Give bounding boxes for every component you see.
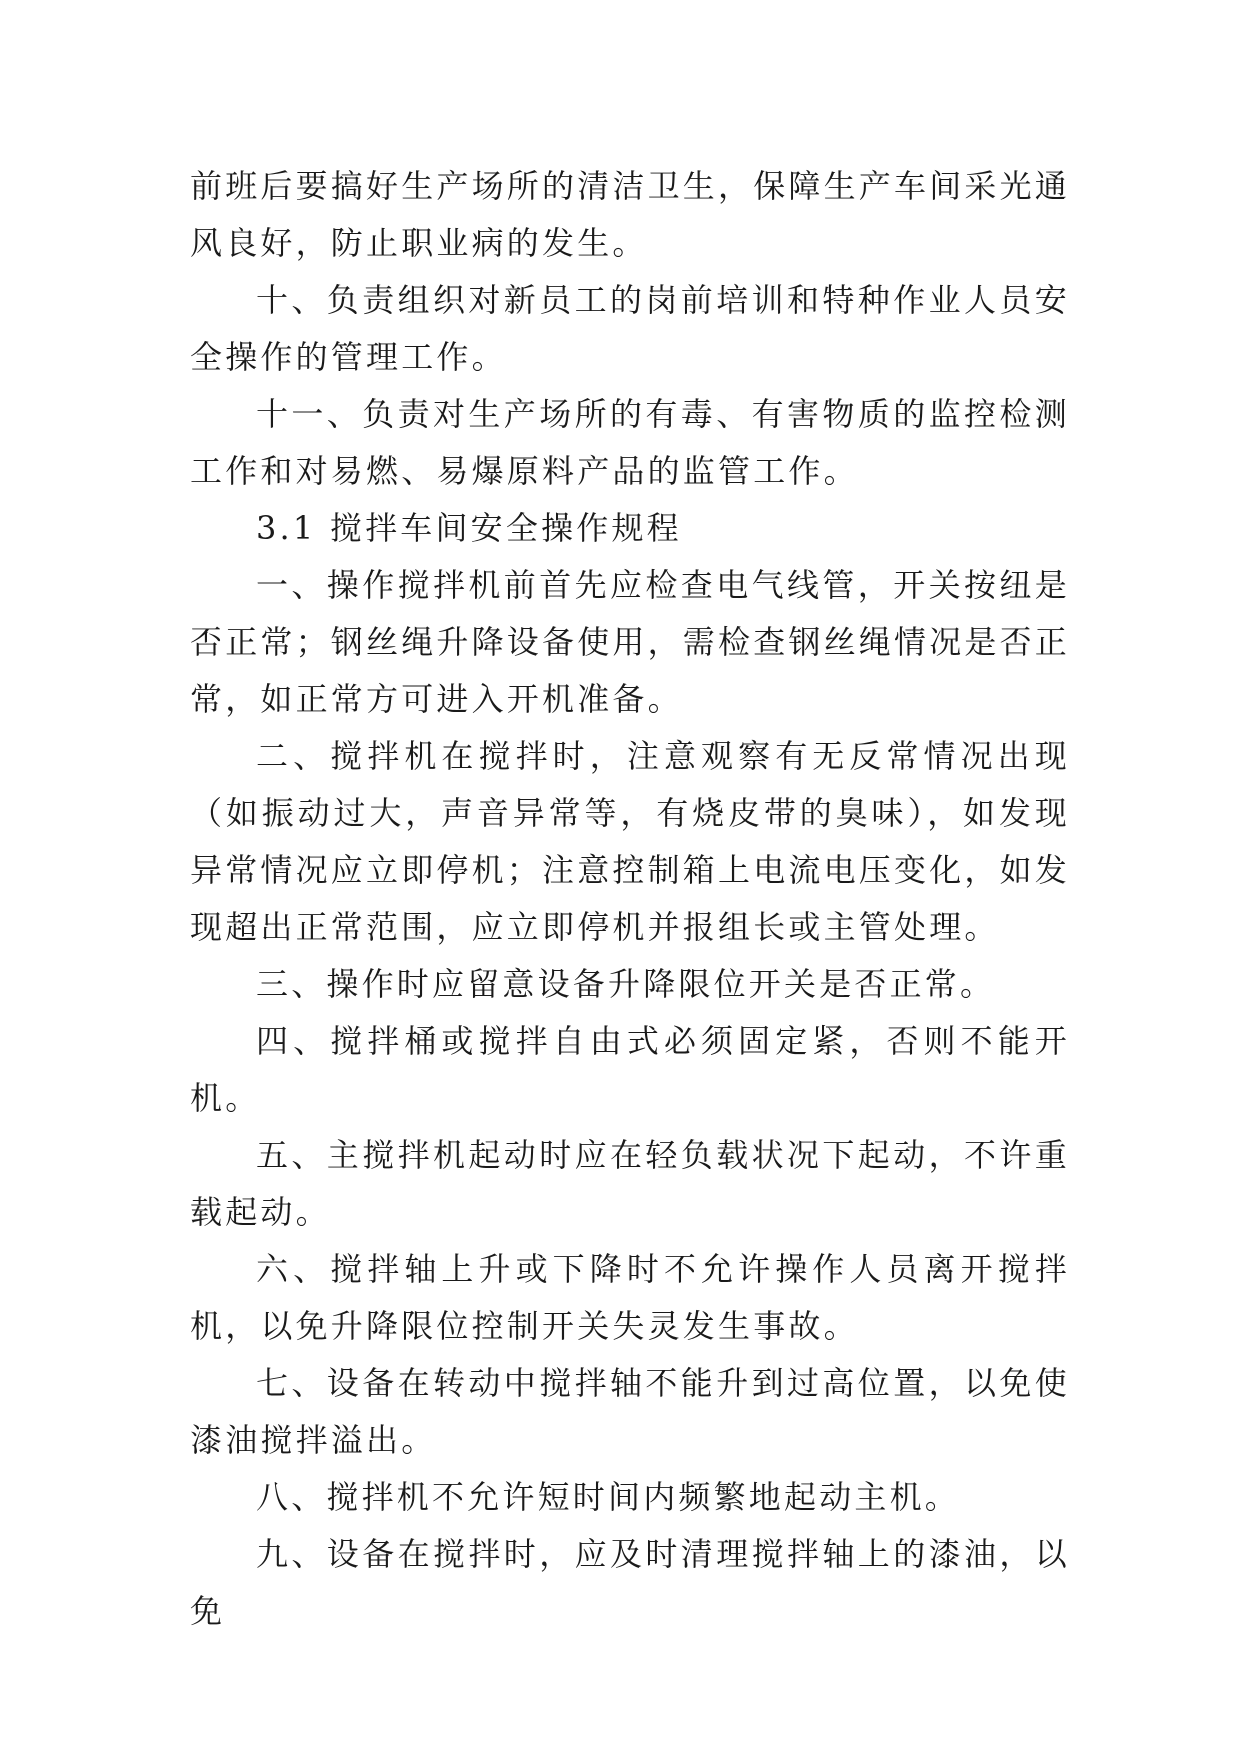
paragraph-rule-3: 三、操作时应留意设备升降限位开关是否正常。	[256, 965, 996, 1003]
paragraph-rule-5: 五、主搅拌机起动时应在轻负载状况下起动，不许重载起动。	[190, 1136, 1070, 1231]
paragraph-rule-6: 六、搅拌轴上升或下降时不允许操作人员离开搅拌机，以免升降限位控制开关失灵发生事故。	[190, 1250, 1070, 1345]
paragraph-rule-7: 七、设备在转动中搅拌轴不能升到过高位置，以免使漆油搅拌溢出。	[190, 1364, 1070, 1459]
section-heading: 3.1 搅拌车间安全操作规程	[256, 509, 682, 547]
paragraph-item-10: 十、负责组织对新员工的岗前培训和特种作业人员安全操作的管理工作。	[190, 281, 1070, 376]
paragraph-rule-1: 一、操作搅拌机前首先应检查电气线管，开关按纽是否正常；钢丝绳升降设备使用，需检查钢丝绳情况是否正常，如正常方可进入开机准备。	[190, 566, 1071, 718]
paragraph-rule-9: 九、设备在搅拌时，应及时清理搅拌轴上的漆油，以免	[190, 1535, 1070, 1630]
paragraph-rule-4: 四、搅拌桶或搅拌自由式必须固定紧，否则不能开机。	[190, 1022, 1070, 1117]
paragraph-rule-8: 八、搅拌机不允许短时间内频繁地起动主机。	[256, 1478, 961, 1516]
paragraph-item-11: 十一、负责对生产场所的有毒、有害物质的监控检测工作和对易燃、易爆原料产品的监管工作。	[190, 395, 1070, 490]
paragraph-continuation: 前班后要搞好生产场所的清洁卫生，保障生产车间采光通风良好，防止职业病的发生。	[190, 167, 1071, 262]
paragraph-rule-2: 二、搅拌机在搅拌时，注意观察有无反常情况出现（如振动过大，声音异常等，有烧皮带的臭味），如发现异常情况应立即停机；注意控制箱上电流电压变化，如发现超出正常范围，应立即停机并报组长或主管处理。	[190, 737, 1071, 946]
document-body	[190, 158, 1070, 1640]
